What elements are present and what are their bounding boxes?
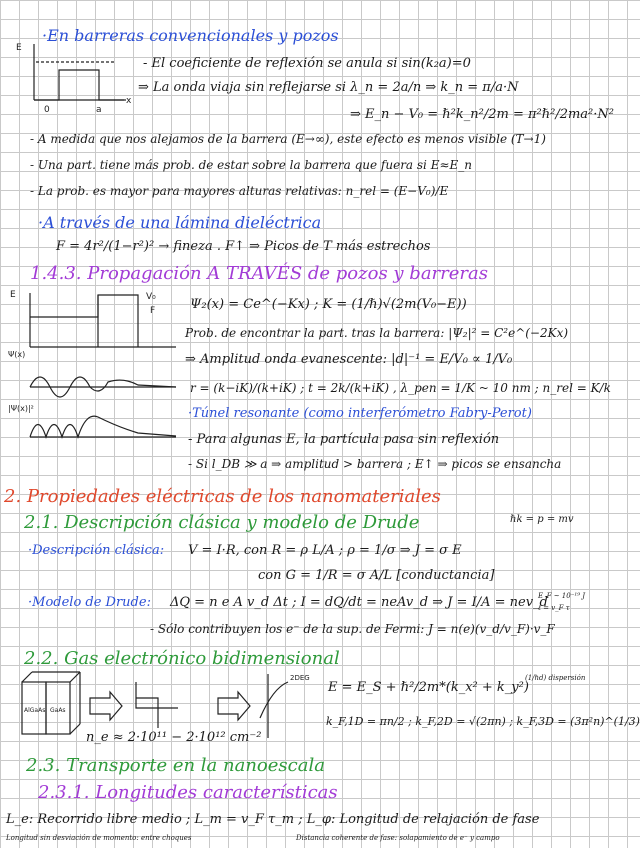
text-line: - Una part. tiene más prob. de estar sobre la barrera que fuera si E≈E_n — [30, 158, 473, 172]
text-line: F = 4r²/(1−r²)² → fineza . F↑ ⇒ Picos de T más estrechos — [56, 239, 431, 254]
axis-label-E: E — [16, 43, 22, 53]
side-note: ℓ = v_F τ — [538, 604, 570, 612]
section-heading-2-3: 2.3. Transporte en la nanoescala — [26, 755, 325, 776]
text-line: V = I·R, con R = ρ L/A ; ρ = 1/σ ⇒ J = σ E — [188, 543, 462, 558]
section-heading-lamina: ·A través de una lámina dieléctrica — [38, 213, 322, 232]
subheading-clasica: ·Descripción clásica: — [28, 543, 165, 558]
footnote: Distancia coherente de fase: solapamiento de e⁻ y campo — [296, 834, 500, 842]
label-gaas: GaAs — [50, 707, 66, 714]
footnote: Longitud sin desviación de momento: entre choques — [6, 834, 192, 842]
barrier-wavefunction-diagram — [8, 287, 186, 462]
section-heading-2-2: 2.2. Gas electrónico bidimensional — [24, 648, 340, 669]
text-line: E = E_S + ℏ²/2m*(k_x² + k_y²) — [328, 680, 529, 695]
text-line: L_e: Recorrido libre medio ; L_m = v_F τ_m ; L_φ: Longitud de relajación de fase — [6, 812, 540, 827]
axis-label-x: x — [126, 96, 132, 106]
axis-label-a: a — [96, 105, 102, 115]
section-heading-1-4-3: 1.4.3. Propagación A TRAVÉS de pozos y barreras — [30, 263, 488, 284]
label-2deg: 2DEG — [290, 674, 310, 682]
subheading-drude: ·Modelo de Drude: — [28, 595, 151, 610]
axis-label-0: 0 — [44, 105, 50, 115]
text-line: ΔQ = n e A v_d Δt ; I = dQ/dt = neAv_d ⇒ J = I/A = nev_d — [170, 595, 548, 610]
text-line: - Sólo contribuyen los e⁻ de la sup. de Fermi: J = n(e)(v_d/v_F)·v_F — [150, 622, 555, 636]
text-line: ⇒ La onda viaja sin reflejarse si λ_n = 2a/n ⇒ k_n = π/a·N — [138, 80, 519, 95]
section-heading-2: 2. Propiedades eléctricas de los nanomateriales — [4, 486, 441, 507]
side-note: (1/ℏd) dispersión — [525, 674, 586, 682]
subheading-tunel: ·Túnel resonante (como interferómetro Fabry-Perot) — [188, 406, 532, 421]
corner-note: ℏk = p = mv — [510, 514, 574, 525]
text-line: - El coeficiente de reflexión se anula si sin(k₂a)=0 — [143, 56, 471, 71]
label-psi-squared: |Ψ(x)|² — [8, 404, 34, 413]
text-line: Ψ₂(x) = Ce^(−Kx) ; K = (1/ℏ)√(2m(V₀−E)) — [190, 297, 467, 312]
text-line: - Si l_DB ≫ a ⇒ amplitud > barrera ; E↑ ⇒ picos se ensancha — [188, 457, 562, 471]
text-line: n_e ≈ 2·10¹¹ − 2·10¹² cm⁻² — [86, 730, 262, 745]
side-note: E_F ~ 10⁻¹⁹ J — [538, 592, 586, 600]
text-line: k_F,1D = πn/2 ; k_F,2D = √(2πn) ; k_F,3D = (3π²n)^(1/3) — [326, 715, 640, 728]
text-line: con G = 1/R = σ A/L [conductancia] — [258, 568, 495, 583]
text-line: - Para algunas E, la partícula pasa sin reflexión — [188, 432, 500, 447]
potential-step-diagram — [14, 40, 134, 115]
text-line: - A medida que nos alejamos de la barrera (E→∞), este efecto es menos visible (T→1) — [30, 132, 546, 146]
text-line: ⇒ E_n − V₀ = ℏ²k_n²/2m = π²ℏ²/2ma²·N² — [350, 107, 614, 122]
section-heading-2-3-1: 2.3.1. Longitudes características — [38, 782, 338, 803]
label-V0: V₀ — [146, 292, 156, 302]
label-psi: Ψ(x) — [8, 350, 26, 359]
section-heading-barreras: ·En barreras convencionales y pozos — [42, 26, 339, 45]
text-line: Prob. de encontrar la part. tras la barrera: |Ψ₂|² = C²e^(−2Kx) — [185, 326, 569, 340]
text-line: r = (k−iK)/(k+iK) ; t = 2k/(k+iK) , λ_pen = 1/K ~ 10 nm ; n_rel = K/k — [190, 381, 611, 395]
label-F: F — [150, 306, 156, 316]
section-heading-2-1: 2.1. Descripción clásica y modelo de Drude — [24, 512, 420, 533]
text-line: ⇒ Amplitud onda evanescente: |d|⁻¹ = E/V₀ ∝ 1/V₀ — [185, 352, 513, 367]
text-line: - La prob. es mayor para mayores alturas relativas: n_rel = (E−V₀)/E — [30, 184, 449, 198]
label-algaas: AlGaAs — [24, 707, 46, 714]
axis-label-E: E — [10, 290, 16, 300]
